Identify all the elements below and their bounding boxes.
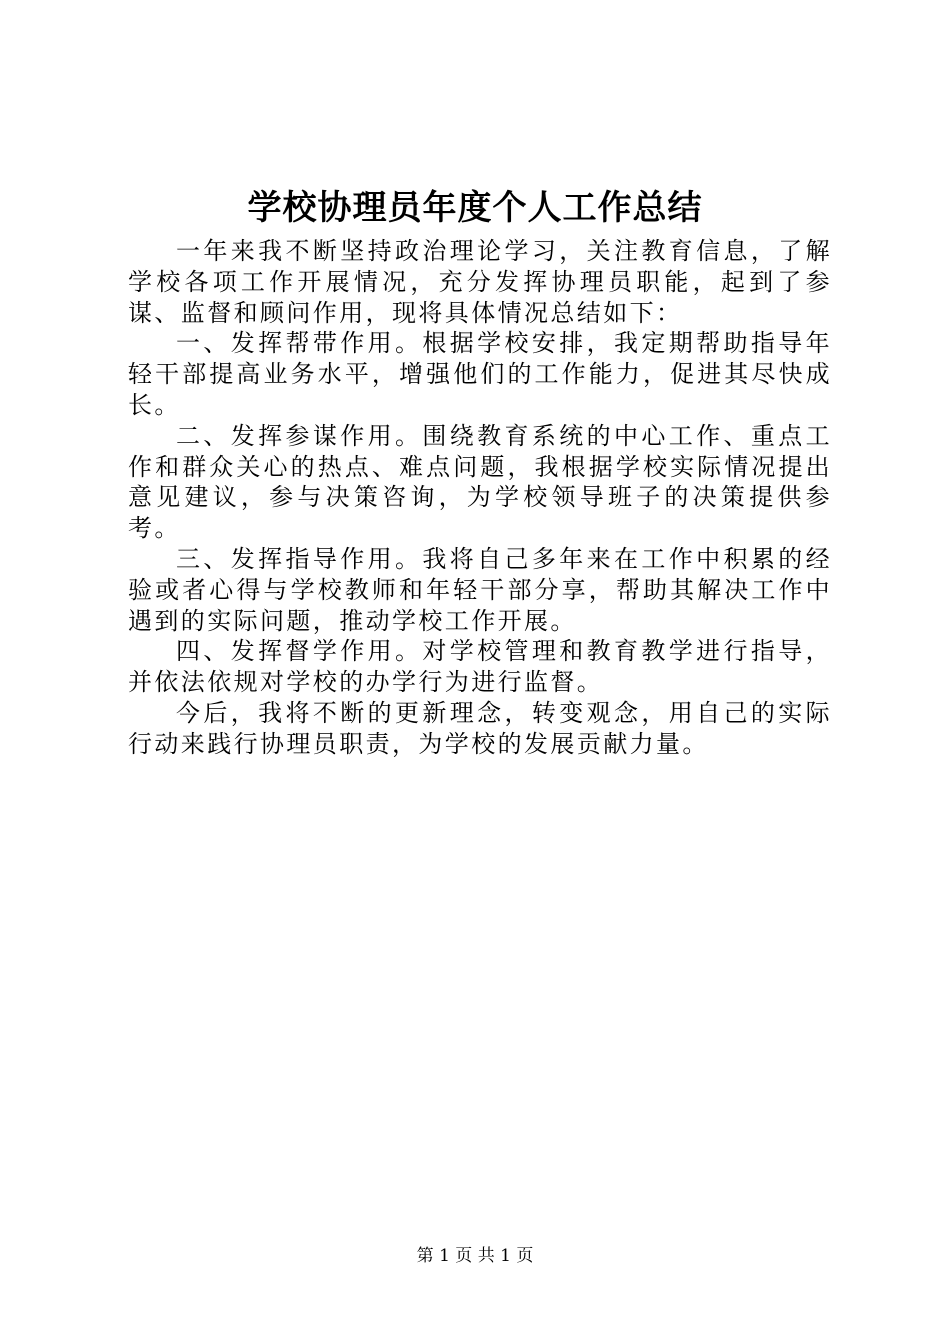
document-title: 学校协理员年度个人工作总结 (247, 188, 703, 228)
document-body (128, 236, 832, 760)
paragraph-section-4: 四、发挥督学作用。对学校管理和教育教学进行指导，并依法依规对学校的办学行为进行监督。 (128, 637, 832, 697)
paragraph-section-1: 一、发挥帮带作用。根据学校安排，我定期帮助指导年轻干部提高业务水平，增强他们的工作能力，促进其尽快成长。 (128, 329, 832, 419)
paragraph-section-2: 二、发挥参谋作用。围绕教育系统的中心工作、重点工作和群众关心的热点、难点问题，我根据学校实际情况提出意见建议，参与决策咨询，为学校领导班子的决策提供参考。 (128, 421, 832, 543)
paragraph-conclusion: 今后，我将不断的更新理念，转变观念，用自己的实际行动来践行协理员职责，为学校的发展贡献力量。 (128, 698, 832, 758)
paragraph-intro: 一年来我不断坚持政治理论学习，关注教育信息，了解学校各项工作开展情况，充分发挥协理员职能，起到了参谋、监督和顾问作用，现将具体情况总结如下： (128, 237, 832, 327)
page-number-footer: 第 1 页 共 1 页 (416, 1246, 534, 1266)
paragraph-section-3: 三、发挥指导作用。我将自己多年来在工作中积累的经验或者心得与学校教师和年轻干部分享，帮助其解决工作中遇到的实际问题，推动学校工作开展。 (128, 544, 832, 635)
